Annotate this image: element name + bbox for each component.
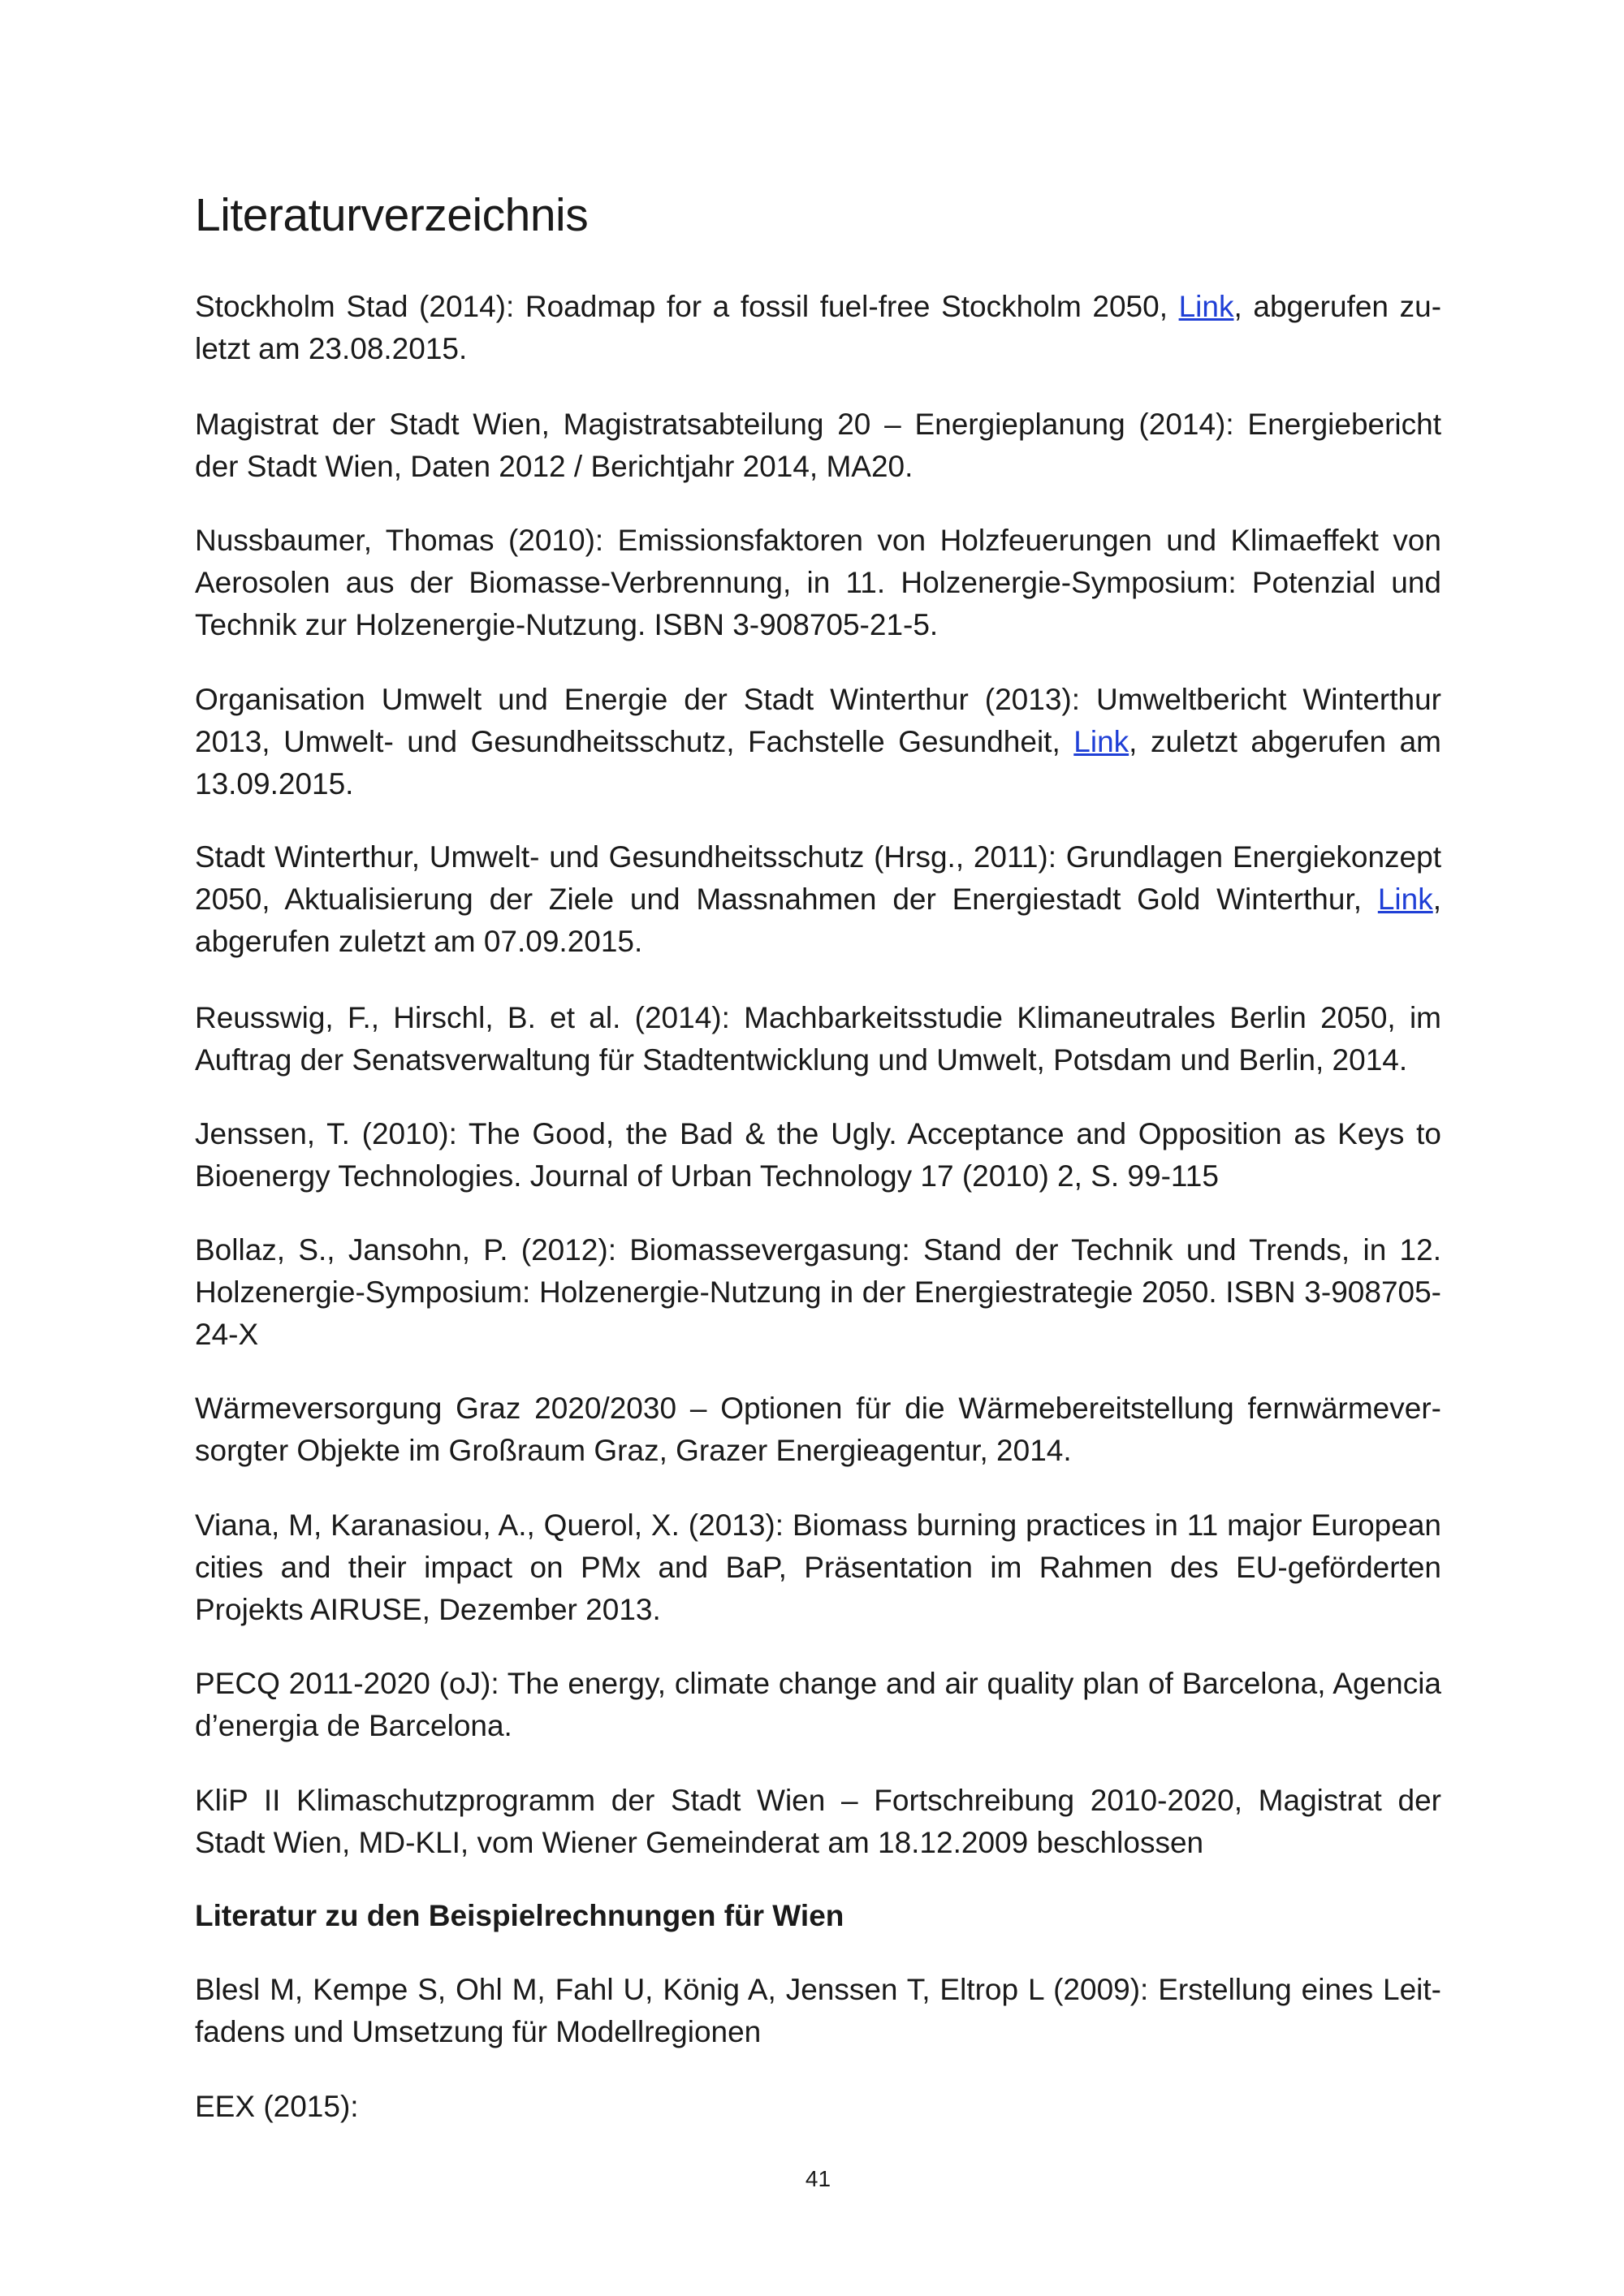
reference-entry: Stockholm Stad (2014): Roadmap for a fossil fuel-free Stockholm 2050, Link, abgerufen zuletzt am 23.08.2015. [195,290,1442,365]
reference-entry: Magistrat der Stadt Wien, Magistratsabteilung 20 – Energieplanung (2014): Energiebericht der Stadt Wien, Daten 2012 / Berichtjahr 2014, MA20. [195,408,1441,483]
section-subheading: Literatur zu den Beispielrechnungen für Wien [195,1899,844,1932]
reference-entry: Reusswig, F., Hirschl, B. et al. (2014): Machbarkeitsstudie Klimaneutrales Berlin 2050, im Auftrag der Senatsverwaltung für Stadtentwicklung und Umwelt, Potsdam und Berlin, 2014. [195,1001,1441,1077]
reference-entry: Viana, M, Karanasiou, A., Querol, X. (2013): Biomass burning practices in 11 major European cities and their impact on PMx and BaP, Präsentation im Rahmen des EU-geförderten Projekts AIRUSE, Dezember 2013. [195,1508,1441,1626]
reference-entry: EEX (2015): [195,2090,359,2123]
reference-entry: Wärmeversorgung Graz 2020/2030 – Optionen für die Wärmebereitstellung fernwärmeversorgter Objekte im Großraum Graz, Grazer Energieagentur, 2014. [195,1392,1441,1467]
page-title: Literaturverzeichnis [195,189,589,241]
reference-link[interactable]: Link [1073,725,1129,758]
reference-link[interactable]: Link [1178,290,1234,323]
reference-entry: Bollaz, S., Jansohn, P. (2012): Biomassevergasung: Stand der Technik und Trends, in 12. Holzenergie-Symposium: Holzenergie-Nutzung in der Energiestrategie 2050. ISBN 3-908705-24-X [195,1233,1441,1351]
reference-entry: Stadt Winterthur, Umwelt- und Gesundheitsschutz (Hrsg., 2011): Grundlagen Energiekonzept 2050, Aktualisierung der Ziele und Massnahmen der Energiestadt Gold Winterthur, Link, abgerufen zuletzt am 07.09.2015. [195,840,1441,958]
page-number: 41 [805,2166,831,2191]
reference-link[interactable]: Link [1377,883,1433,916]
reference-entry: PECQ 2011-2020 (oJ): The energy, climate change and air quality plan of Barcelona, Agencia d’energia de Barcelona. [195,1667,1441,1742]
reference-entry: KliP II Klimaschutzprogramm der Stadt Wien – Fortschreibung 2010-2020, Magistrat der Stadt Wien, MD-KLI, vom Wiener Gemeinderat am 18.12.2009 beschlossen [195,1784,1441,1859]
reference-entry: Organisation Umwelt und Energie der Stadt Winterthur (2013): Umweltbericht Winterthur 2013, Umwelt- und Gesundheitsschutz, Fachstelle Gesundheit, Link, zuletzt abgerufen am 13.09.2015. [195,683,1441,801]
reference-entry: Blesl M, Kempe S, Ohl M, Fahl U, König A, Jenssen T, Eltrop L (2009): Erstellung eines Leitfadens und Umsetzung für Modellregionen [195,1973,1441,2048]
document-page [195,0,1441,2296]
reference-entry: Jenssen, T. (2010): The Good, the Bad & the Ugly. Acceptance and Opposition as Keys to Bioenergy Technologies. Journal of Urban Technology 17 (2010) 2, S. 99-115 [195,1117,1441,1193]
reference-entry: Nussbaumer, Thomas (2010): Emissionsfaktoren von Holzfeuerungen und Klimaeffekt von Aerosolen aus der Biomasse-Verbrennung, in 11. Holzenergie-Symposium: Potenzial und Technik zur Holzenergie-Nutzung. ISBN 3-908705-21-5. [195,524,1441,641]
